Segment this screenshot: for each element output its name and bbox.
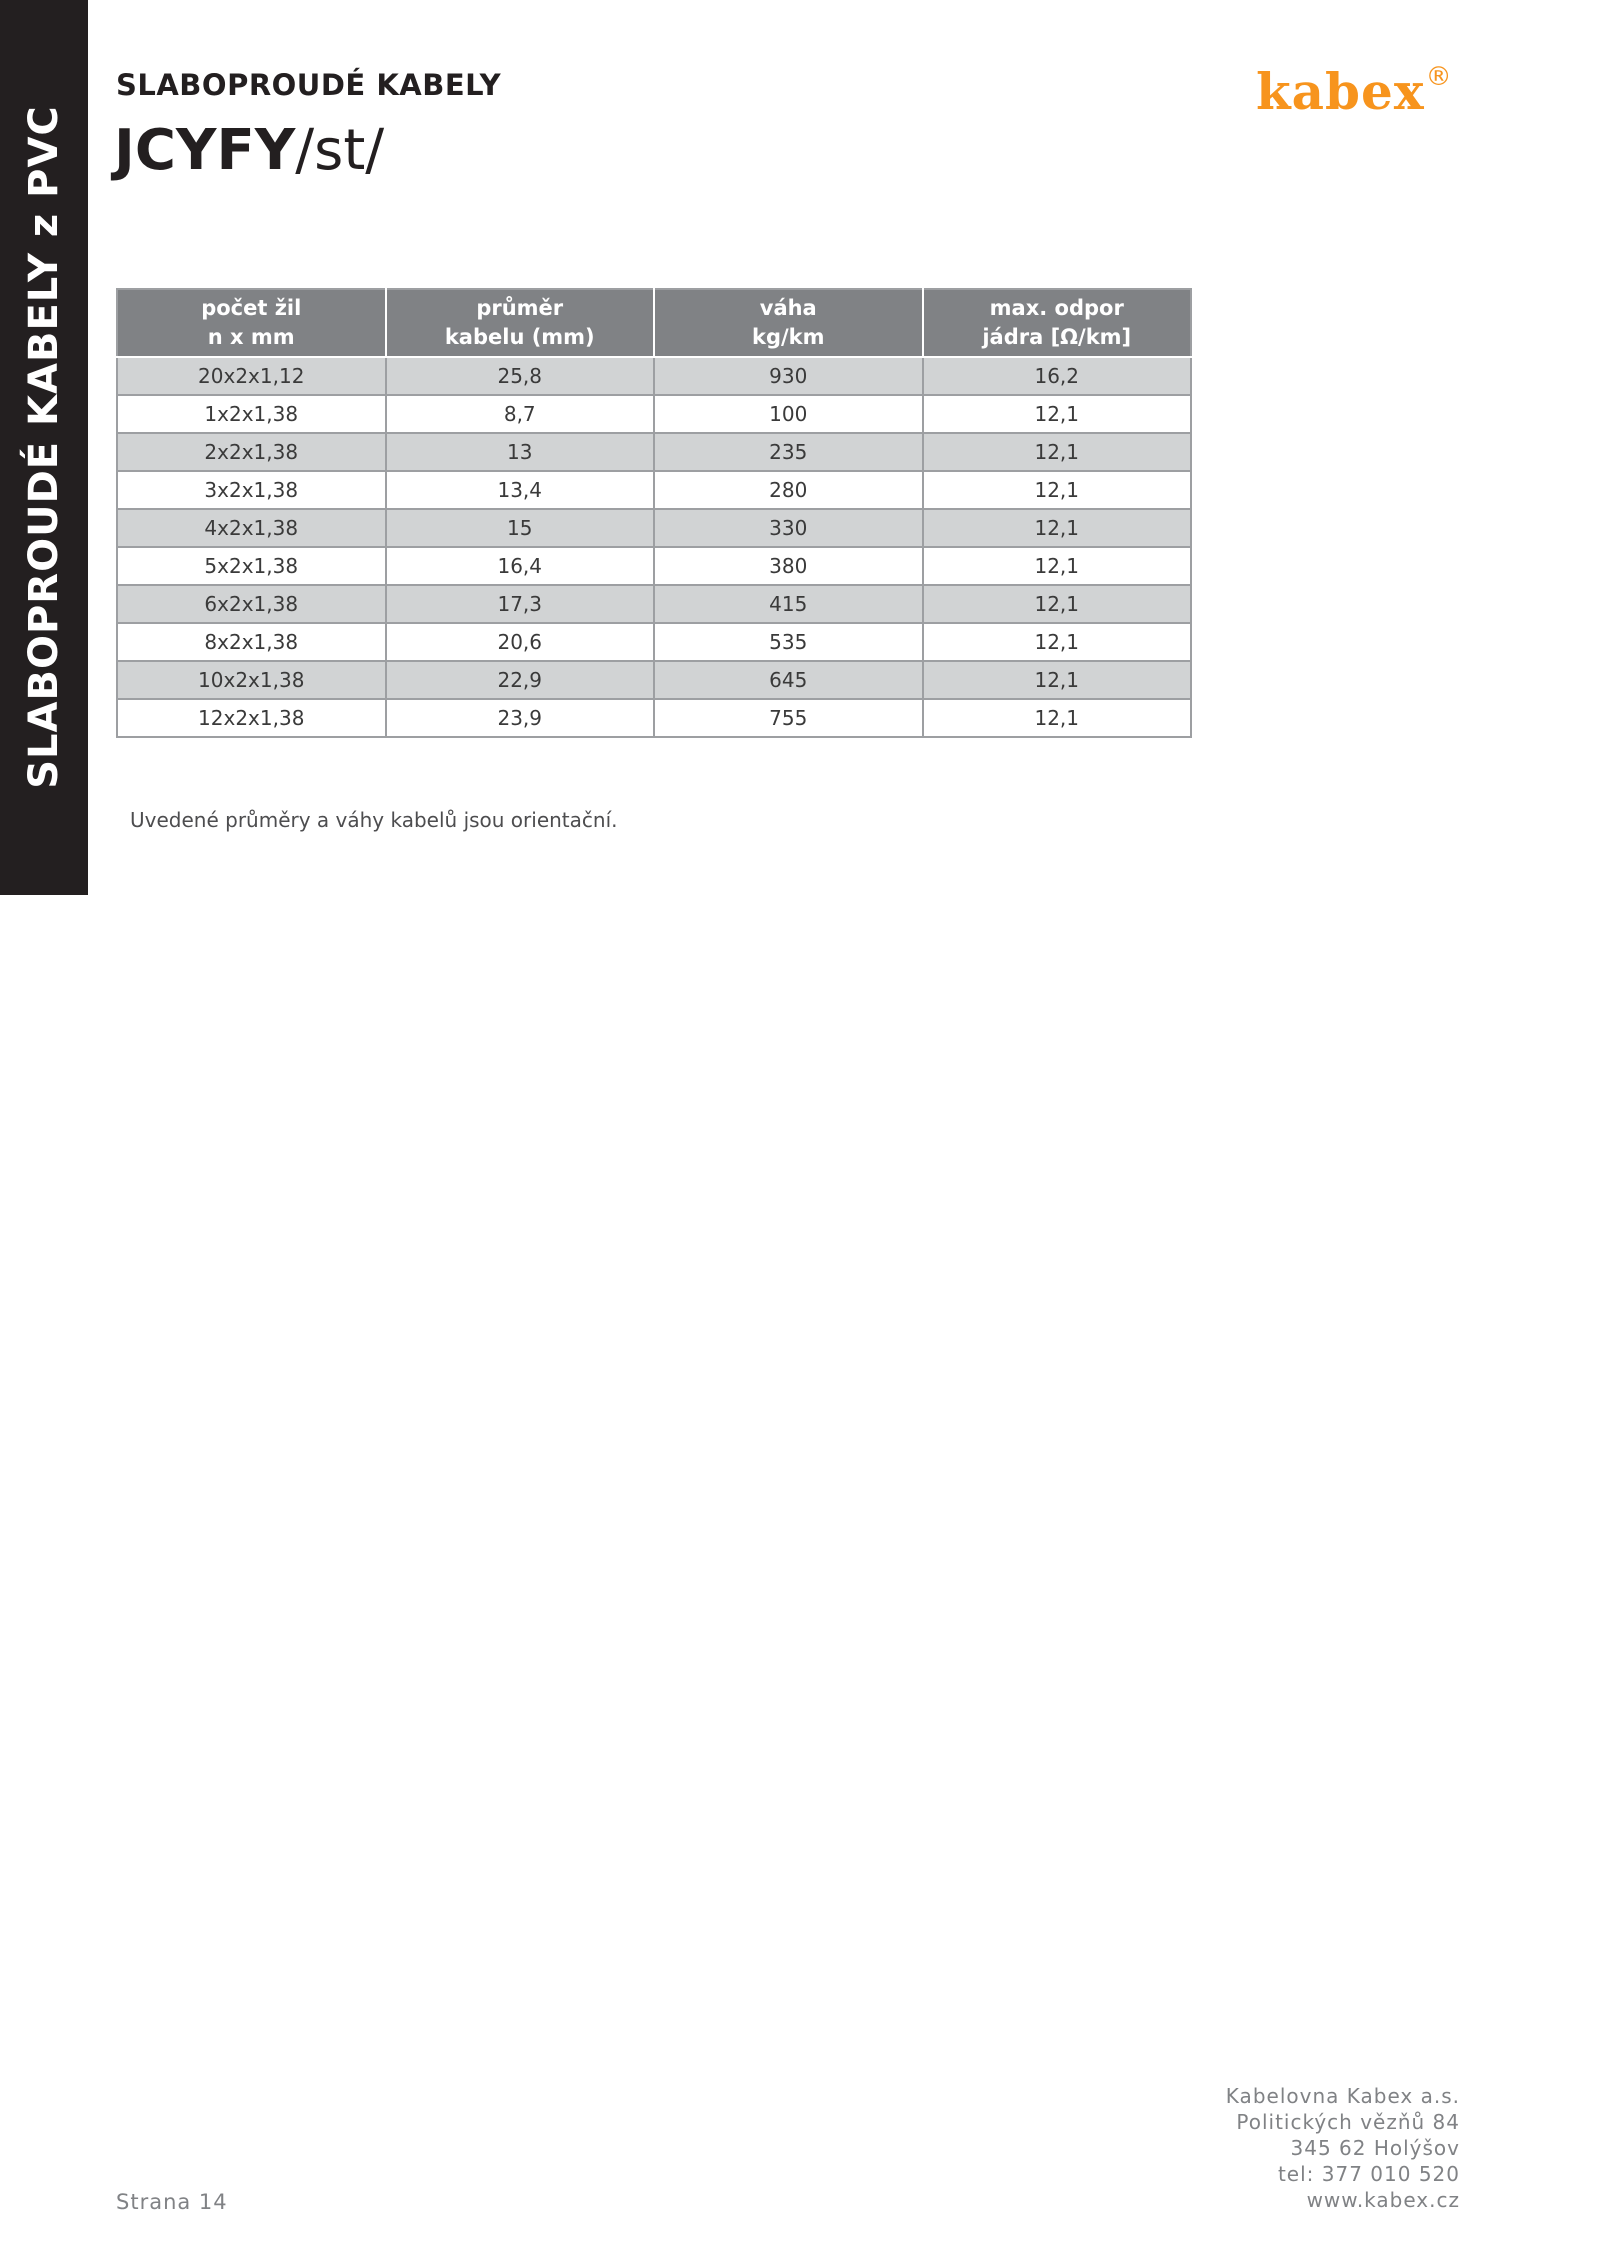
company-street: Politických vězňů 84 xyxy=(1236,2110,1460,2134)
cell-cores: 1x2x1,38 xyxy=(117,395,386,433)
table-row xyxy=(117,623,1191,661)
company-contact xyxy=(1226,2083,1460,2213)
cell-resistance: 12,1 xyxy=(923,547,1192,585)
page-number: Strana 14 xyxy=(116,2190,228,2214)
cell-diameter: 13,4 xyxy=(386,471,655,509)
column-header-line: váha xyxy=(759,296,817,320)
table-row xyxy=(117,433,1191,471)
table-row xyxy=(117,509,1191,547)
cell-weight: 235 xyxy=(654,433,923,471)
company-website: www.kabex.cz xyxy=(1306,2188,1460,2212)
cell-weight: 415 xyxy=(654,585,923,623)
cell-diameter: 16,4 xyxy=(386,547,655,585)
kabex-logo-text: kabex xyxy=(1256,62,1425,121)
product-title-sub: /st/ xyxy=(295,118,385,183)
side-band xyxy=(0,0,88,895)
table-row xyxy=(117,699,1191,737)
cell-weight: 645 xyxy=(654,661,923,699)
cell-diameter: 17,3 xyxy=(386,585,655,623)
registered-mark: ® xyxy=(1425,62,1453,92)
column-header-line: kg/km xyxy=(751,325,825,349)
cell-resistance: 12,1 xyxy=(923,471,1192,509)
cell-cores: 5x2x1,38 xyxy=(117,547,386,585)
table-row xyxy=(117,585,1191,623)
cell-cores: 12x2x1,38 xyxy=(117,699,386,737)
cell-cores: 4x2x1,38 xyxy=(117,509,386,547)
cell-resistance: 12,1 xyxy=(923,585,1192,623)
side-band-title: SLABOPROUDÉ KABELY z PVC xyxy=(21,105,67,789)
kabex-logo xyxy=(1256,62,1452,121)
cell-weight: 280 xyxy=(654,471,923,509)
cell-cores: 10x2x1,38 xyxy=(117,661,386,699)
table-header-row xyxy=(117,289,1191,357)
column-header-line: průměr xyxy=(476,296,564,320)
footnote: Uvedené průměry a váhy kabelů jsou orientační. xyxy=(130,808,618,832)
product-title xyxy=(114,118,384,183)
column-header-line: počet žil xyxy=(201,296,302,320)
company-phone: tel: 377 010 520 xyxy=(1277,2162,1460,2186)
cell-cores: 20x2x1,12 xyxy=(117,357,386,395)
column-header-diameter xyxy=(386,289,655,357)
table-row xyxy=(117,661,1191,699)
cell-cores: 2x2x1,38 xyxy=(117,433,386,471)
cell-cores: 6x2x1,38 xyxy=(117,585,386,623)
cell-diameter: 22,9 xyxy=(386,661,655,699)
cell-weight: 330 xyxy=(654,509,923,547)
cell-resistance: 12,1 xyxy=(923,395,1192,433)
cell-diameter: 13 xyxy=(386,433,655,471)
cell-diameter: 25,8 xyxy=(386,357,655,395)
column-header-weight xyxy=(654,289,923,357)
table-row xyxy=(117,471,1191,509)
table-row xyxy=(117,547,1191,585)
cell-resistance: 12,1 xyxy=(923,661,1192,699)
cable-spec-table xyxy=(116,288,1192,738)
cell-resistance: 12,1 xyxy=(923,623,1192,661)
cell-diameter: 8,7 xyxy=(386,395,655,433)
table-row xyxy=(117,395,1191,433)
product-title-main: JCYFY xyxy=(114,118,296,183)
cell-diameter: 15 xyxy=(386,509,655,547)
company-name: Kabelovna Kabex a.s. xyxy=(1225,2084,1460,2108)
cell-resistance: 12,1 xyxy=(923,699,1192,737)
cell-weight: 535 xyxy=(654,623,923,661)
column-header-line: n x mm xyxy=(207,325,295,349)
column-header-line: kabelu (mm) xyxy=(444,325,595,349)
column-header-line: max. odpor xyxy=(989,296,1124,320)
cell-weight: 755 xyxy=(654,699,923,737)
cell-resistance: 12,1 xyxy=(923,433,1192,471)
column-header-resistance xyxy=(923,289,1192,357)
column-header-line: jádra [Ω/km] xyxy=(982,325,1132,349)
cell-diameter: 23,9 xyxy=(386,699,655,737)
cell-resistance: 16,2 xyxy=(923,357,1192,395)
column-header-cores xyxy=(117,289,386,357)
table-row xyxy=(117,357,1191,395)
cell-cores: 3x2x1,38 xyxy=(117,471,386,509)
company-city: 345 62 Holýšov xyxy=(1290,2136,1460,2160)
cell-resistance: 12,1 xyxy=(923,509,1192,547)
cell-weight: 100 xyxy=(654,395,923,433)
category-heading: SLABOPROUDÉ KABELY xyxy=(116,68,502,102)
cell-cores: 8x2x1,38 xyxy=(117,623,386,661)
cell-weight: 930 xyxy=(654,357,923,395)
cell-weight: 380 xyxy=(654,547,923,585)
cell-diameter: 20,6 xyxy=(386,623,655,661)
